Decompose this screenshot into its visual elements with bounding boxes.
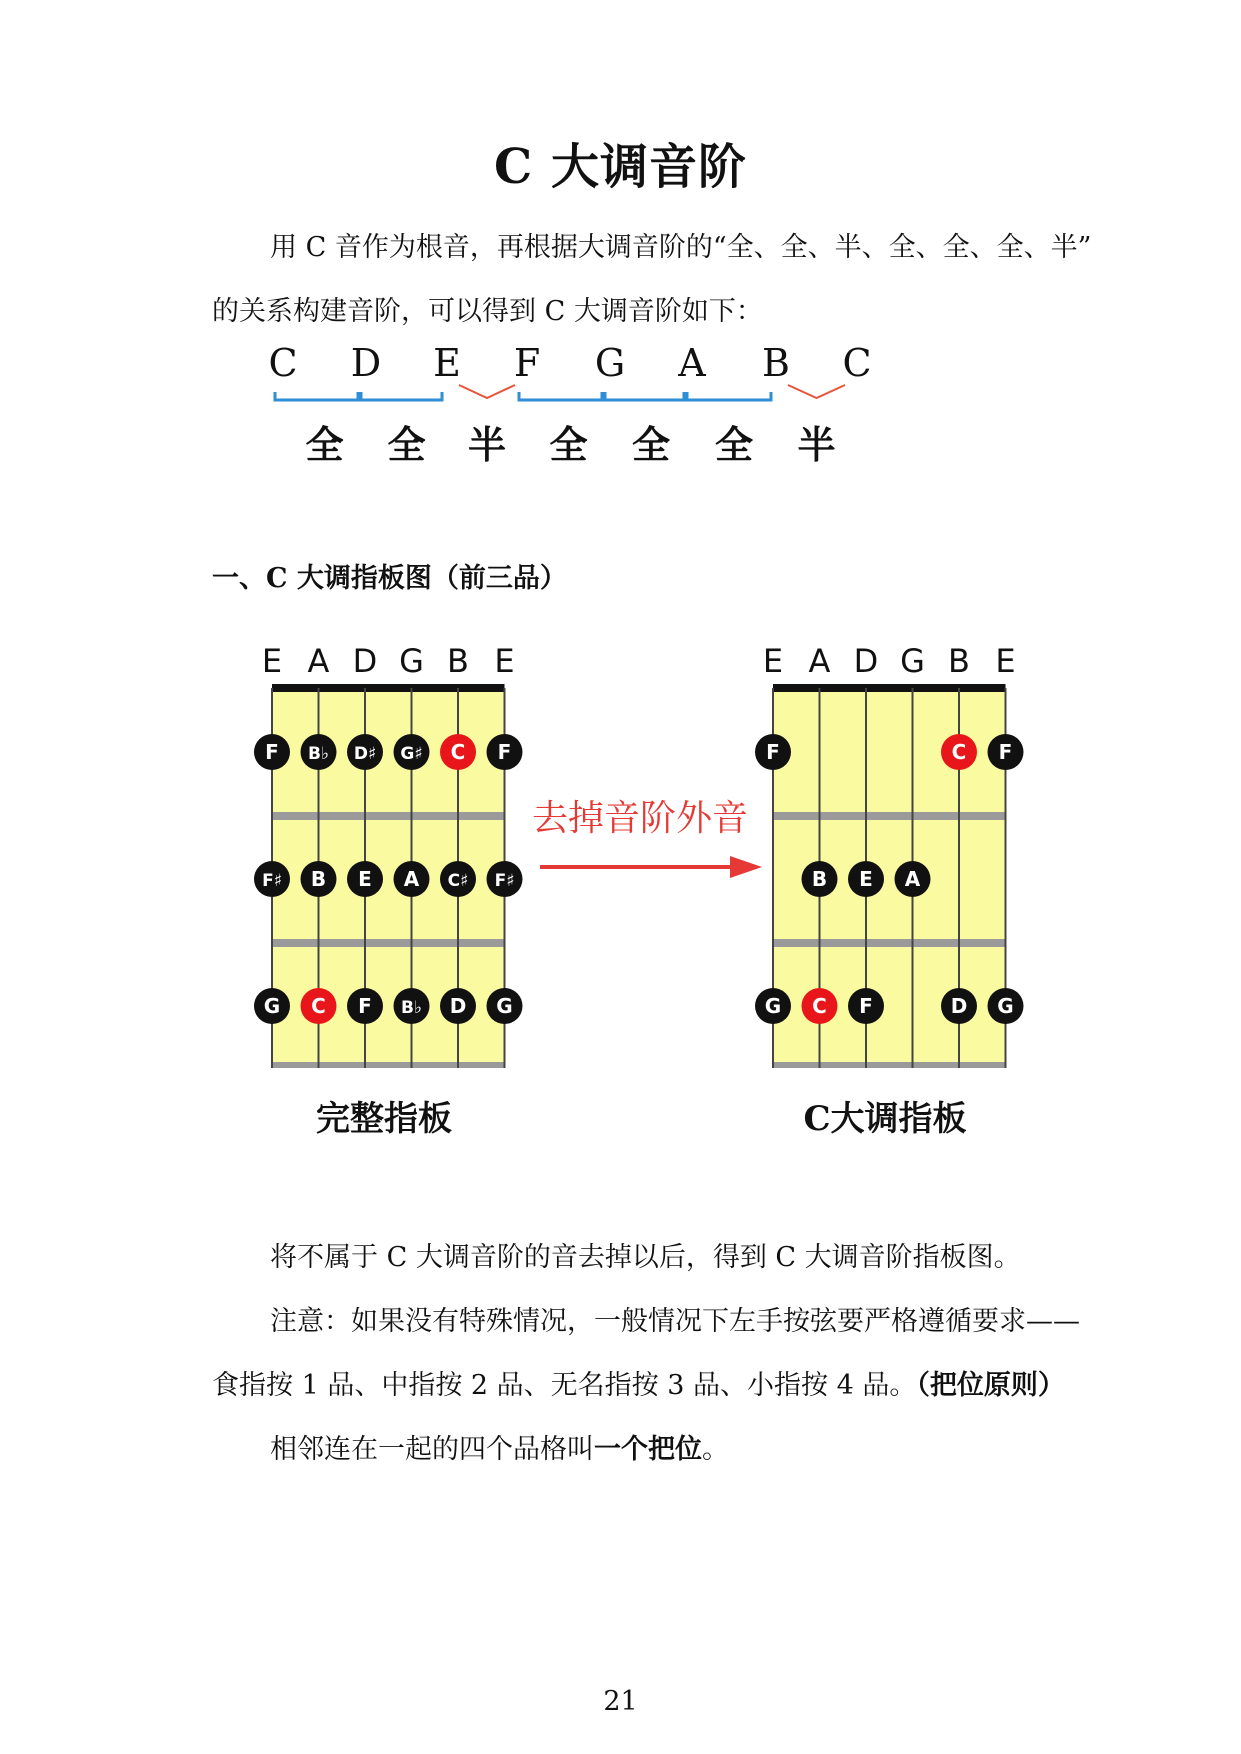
- arrow-head: [730, 856, 762, 878]
- fretboard-diagrams: [0, 630, 1241, 1150]
- string-name: A: [808, 642, 831, 680]
- fret-wire: [272, 812, 505, 820]
- note-label: F: [766, 740, 780, 764]
- scale-note: C: [842, 341, 872, 385]
- scale-note: G: [594, 341, 626, 385]
- note-label: E: [358, 867, 372, 891]
- string-name: E: [261, 642, 283, 680]
- position-term: 一个把位: [594, 1434, 702, 1465]
- scale-note: D: [350, 341, 382, 385]
- whole-step-bracket: [275, 392, 361, 400]
- position-principle-note: （把位原则）: [916, 1370, 1065, 1401]
- body-paragraph-1: 将不属于 C 大调音阶的音去掉以后，得到 C 大调音阶指板图。: [270, 1242, 1021, 1273]
- note-label: D♯: [353, 744, 377, 764]
- whole-step-bracket: [519, 392, 605, 400]
- fret-wire: [773, 1062, 1006, 1068]
- half-step-bracket: [459, 385, 515, 398]
- string-name: G: [399, 642, 424, 680]
- note-label: C: [812, 994, 827, 1018]
- scale-note: E: [433, 341, 461, 385]
- cmajor-fretboard-caption: C大调指板: [803, 1099, 967, 1139]
- string-name: E: [995, 642, 1016, 680]
- note-label: B♭: [401, 998, 422, 1018]
- note-label: F: [497, 740, 512, 764]
- string-name: E: [494, 642, 515, 680]
- body-paragraph-3: [270, 1434, 729, 1466]
- note-label: A: [403, 867, 420, 891]
- string-name: D: [853, 642, 879, 680]
- whole-step-label: 全: [549, 422, 588, 467]
- whole-step-label: 全: [387, 422, 426, 467]
- note-label: F: [358, 994, 372, 1018]
- note-label: D: [950, 994, 968, 1018]
- position-definition-text: 相邻连在一起的四个品格叫: [270, 1434, 594, 1465]
- fret-wire: [773, 812, 1006, 820]
- note-label: E: [859, 867, 873, 891]
- scale-note: B: [762, 341, 790, 385]
- full-fretboard-caption: 完整指板: [316, 1099, 452, 1139]
- note-label: B♭: [308, 744, 329, 764]
- page-number: 21: [603, 1686, 638, 1717]
- page-title: C 大调音阶: [494, 139, 747, 195]
- note-label: F♯: [262, 871, 282, 891]
- note-label: F: [859, 994, 873, 1018]
- fret-wire: [272, 939, 505, 947]
- string-name: E: [762, 642, 784, 680]
- note-label: C: [311, 994, 326, 1018]
- whole-step-bracket: [358, 392, 442, 400]
- note-label: F: [998, 740, 1013, 764]
- note-label: B: [310, 867, 327, 891]
- scale-interval-diagram: [0, 340, 1241, 490]
- whole-step-label: 全: [305, 422, 344, 467]
- half-step-bracket: [788, 385, 845, 398]
- finger-rule-text: 食指按 1 品、中指按 2 品、无名指按 3 品、小指按 4 品。: [212, 1370, 917, 1401]
- note-label: C: [450, 740, 466, 764]
- intro-line-1: 用 C 音作为根音，再根据大调音阶的“全、全、半、全、全、全、半”: [270, 232, 1092, 263]
- note-label: G: [496, 994, 513, 1018]
- position-definition-end: 。: [702, 1434, 729, 1465]
- string-name: G: [900, 642, 925, 680]
- nut: [773, 684, 1006, 692]
- intro-line-2: 的关系构建音阶，可以得到 C 大调音阶如下：: [212, 296, 763, 327]
- string-name: B: [447, 642, 469, 680]
- scale-note: F: [513, 341, 541, 385]
- nut: [272, 684, 505, 692]
- note-label: G♯: [400, 744, 423, 764]
- string-name: D: [352, 642, 378, 680]
- whole-step-bracket: [684, 392, 771, 400]
- arrow-label: 去掉音阶外音: [531, 798, 749, 839]
- whole-step-label: 全: [714, 422, 754, 467]
- fret-wire: [272, 1062, 505, 1068]
- note-label: A: [904, 867, 921, 891]
- section-heading: 一、C 大调指板图（前三品）: [212, 563, 567, 594]
- note-label: G: [764, 994, 782, 1018]
- body-paragraph-2-line-2: [212, 1370, 1065, 1402]
- cmajor-fretboard: [755, 642, 1024, 1068]
- note-label: C♯: [447, 871, 469, 891]
- note-label: G: [263, 994, 281, 1018]
- note-label: B: [811, 867, 828, 891]
- half-step-label: 半: [467, 422, 507, 467]
- full-fretboard: [254, 642, 523, 1068]
- string-name: A: [307, 642, 330, 680]
- scale-note: C: [268, 341, 298, 385]
- note-label: D: [449, 994, 467, 1018]
- note-label: F: [265, 740, 279, 764]
- scale-note: A: [678, 341, 706, 385]
- string-name: B: [948, 642, 970, 680]
- note-label: C: [951, 740, 967, 764]
- half-step-label: 半: [797, 422, 836, 467]
- whole-step-bracket: [602, 392, 687, 400]
- note-label: F♯: [494, 871, 515, 891]
- fret-wire: [773, 939, 1006, 947]
- whole-step-label: 全: [631, 422, 671, 467]
- body-paragraph-2-line-1: 注意：如果没有特殊情况，一般情况下左手按弦要严格遵循要求——: [270, 1306, 1080, 1337]
- note-label: G: [997, 994, 1014, 1018]
